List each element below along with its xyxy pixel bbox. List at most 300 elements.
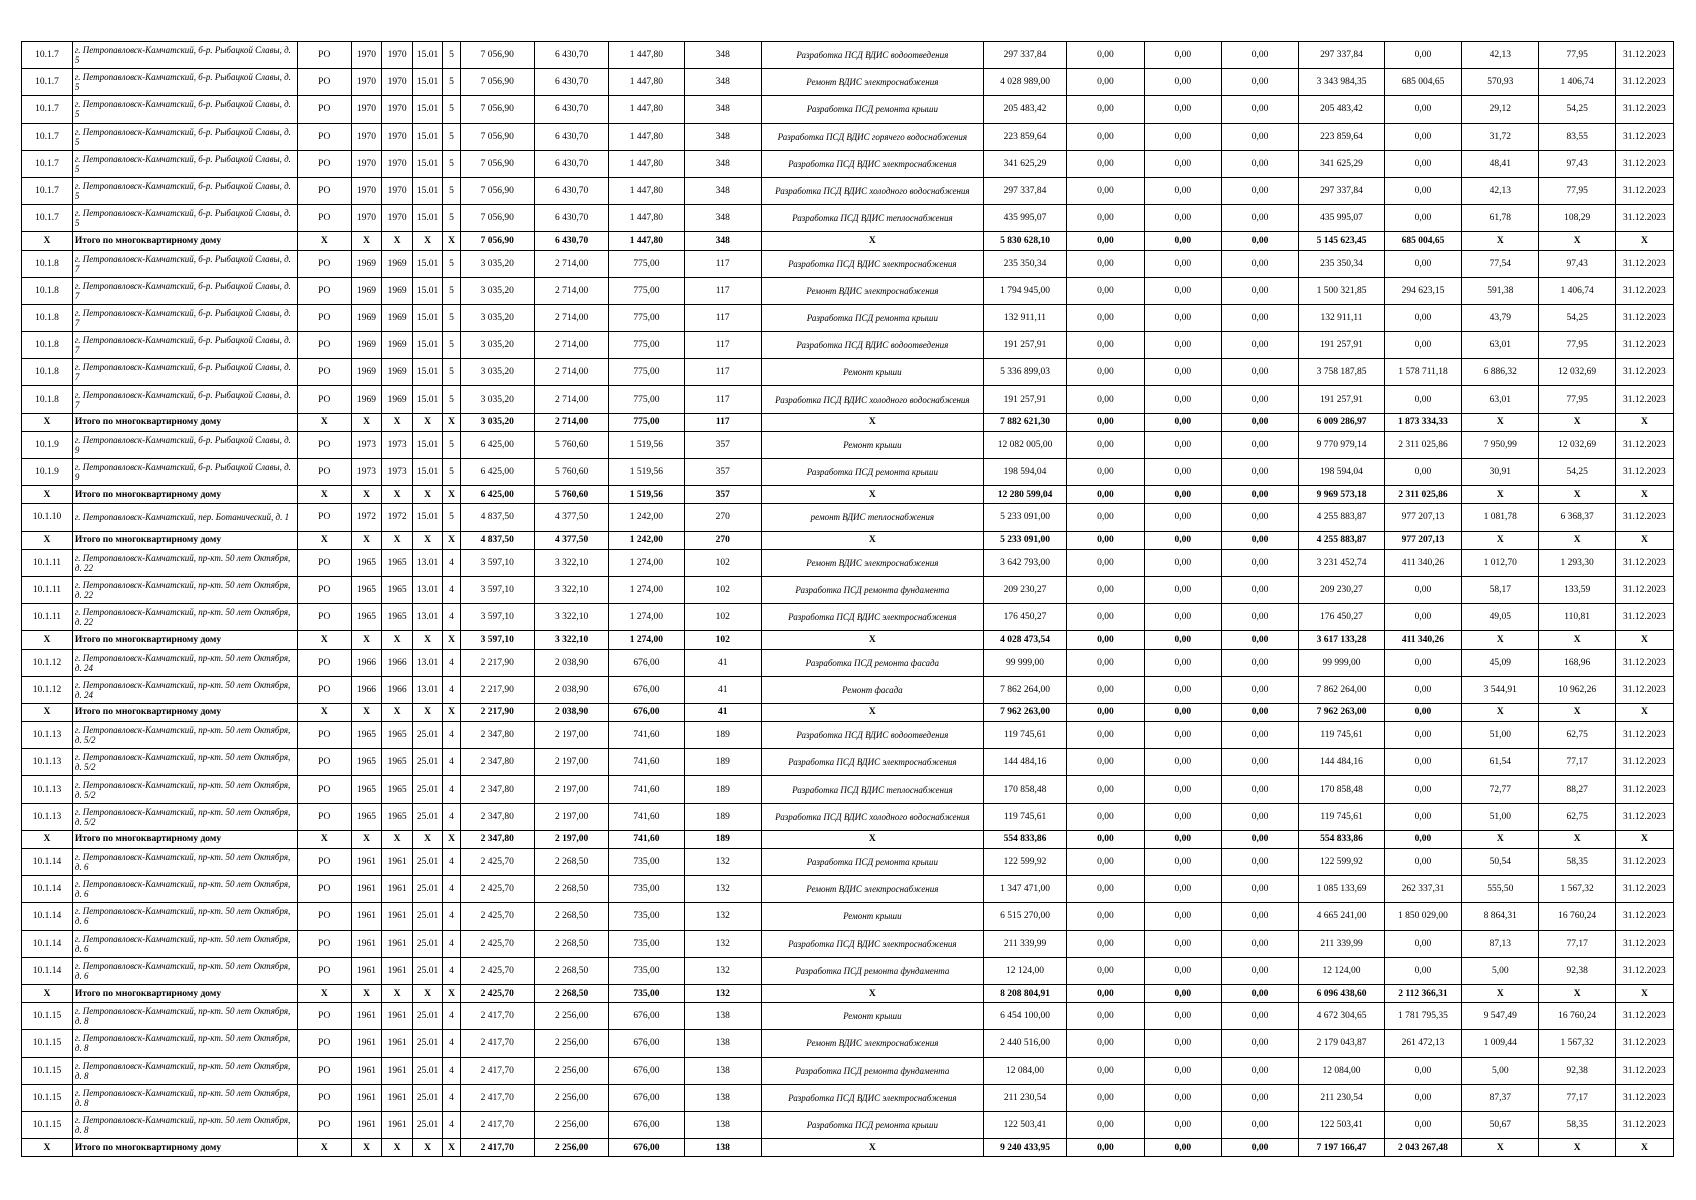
total-cost: 435 995,07 [983,205,1066,232]
x-mark: X [761,830,983,848]
fund-regional: 0,00 [1144,957,1221,984]
floors: 4 [443,549,460,576]
x-mark: X [412,232,443,250]
total-area: 2 425,70 [460,984,534,1002]
year-built: 1969 [351,332,382,359]
deadline: 31.12.2023 [1615,205,1673,232]
total-area: 7 056,90 [460,69,534,96]
total-area: 3 035,20 [460,304,534,331]
max-cost: 16 760,24 [1539,903,1615,930]
living-area: 6 430,70 [534,232,608,250]
fund-other: 0,00 [1384,749,1461,776]
residents: 132 [684,984,761,1002]
living-area: 6 430,70 [534,205,608,232]
x-mark: X [761,703,983,721]
year-commissioned: 1970 [382,150,413,177]
work-type: Разработка ПСД ВДИС электроснабжения [761,1084,983,1111]
fund-municipal: 0,00 [1221,722,1298,749]
fund-other: 0,00 [1384,123,1461,150]
residents: 348 [684,123,761,150]
fund-other: 411 340,26 [1384,549,1461,576]
nonresidential-area: 1 447,80 [609,96,684,123]
total-label: Итого по многоквартирному дому [72,1139,297,1157]
table-row [22,1030,1674,1057]
work-type: Ремонт фасада [761,676,983,703]
x-mark: X [412,1139,443,1157]
fund-municipal: 0,00 [1221,930,1298,957]
work-type: Ремонт крыши [761,903,983,930]
specific-cost: 58,17 [1462,576,1539,603]
x-mark: X [443,531,460,549]
year-commissioned: 1969 [382,359,413,386]
max-cost: 54,25 [1539,459,1615,486]
total-area: 3 597,10 [460,576,534,603]
x-mark: X [297,631,351,649]
table-row [22,150,1674,177]
table-row [22,1057,1674,1084]
table-row [22,504,1674,531]
living-area: 6 430,70 [534,96,608,123]
row-number: 10.1.10 [22,504,73,531]
total-cost: 554 833,86 [983,830,1066,848]
table-row [22,359,1674,386]
year-built: 1970 [351,177,382,204]
year-built: 1970 [351,205,382,232]
specific-cost: 30,91 [1462,459,1539,486]
fund-regional: 0,00 [1144,250,1221,277]
fund-other: 0,00 [1384,150,1461,177]
table-row [22,1111,1674,1138]
organization: РО [297,803,351,830]
specific-cost: 7 950,99 [1462,431,1539,458]
organization: РО [297,150,351,177]
fund-other: 294 623,15 [1384,277,1461,304]
fund-federal: 0,00 [1067,549,1144,576]
fund-municipal: 0,00 [1221,69,1298,96]
residents: 132 [684,930,761,957]
residents: 189 [684,830,761,848]
year-built: 1969 [351,386,382,413]
residents: 102 [684,549,761,576]
living-area: 2 197,00 [534,803,608,830]
fund-municipal: 0,00 [1221,1139,1298,1157]
fund-municipal: 0,00 [1221,1084,1298,1111]
max-cost: 77,95 [1539,177,1615,204]
fund-other: 0,00 [1384,386,1461,413]
nonresidential-area: 775,00 [609,277,684,304]
organization: РО [297,1084,351,1111]
total-area: 7 056,90 [460,205,534,232]
organization: РО [297,722,351,749]
fund-other: 0,00 [1384,849,1461,876]
organization: РО [297,676,351,703]
fund-owners: 235 350,34 [1299,250,1385,277]
floors: 4 [443,1030,460,1057]
residents: 41 [684,703,761,721]
work-type: Разработка ПСД ремонта фундамента [761,576,983,603]
fund-regional: 0,00 [1144,676,1221,703]
x-mark: X [22,486,73,504]
nonresidential-area: 741,60 [609,776,684,803]
building-address: г. Петропавловск-Камчатский, пр-кт. 50 лет Октября, д. 5/2 [72,749,297,776]
x-mark: X [412,486,443,504]
organization: РО [297,957,351,984]
fund-municipal: 0,00 [1221,277,1298,304]
organization: РО [297,504,351,531]
floors: 5 [443,96,460,123]
total-label: Итого по многоквартирному дому [72,830,297,848]
table-row [22,69,1674,96]
floors: 5 [443,123,460,150]
fund-other: 1 578 711,18 [1384,359,1461,386]
deadline: 31.12.2023 [1615,123,1673,150]
work-type: Разработка ПСД ВДИС холодного водоснабжения [761,803,983,830]
fund-owners: 297 337,84 [1299,42,1385,69]
deadline: 31.12.2023 [1615,250,1673,277]
specific-cost: 48,41 [1462,150,1539,177]
x-mark: X [761,413,983,431]
max-cost: 77,17 [1539,1084,1615,1111]
work-type: Ремонт крыши [761,359,983,386]
total-area: 2 417,70 [460,1057,534,1084]
total-cost: 198 594,04 [983,459,1066,486]
building-address: г. Петропавловск-Камчатский, б-р. Рыбацкой Славы, д. 7 [72,304,297,331]
fund-federal: 0,00 [1067,359,1144,386]
living-area: 3 322,10 [534,631,608,649]
total-area: 3 035,20 [460,250,534,277]
fund-federal: 0,00 [1067,250,1144,277]
fund-regional: 0,00 [1144,359,1221,386]
total-row [22,984,1674,1002]
max-cost: 83,55 [1539,123,1615,150]
specific-cost: 50,67 [1462,1111,1539,1138]
wall-type: 25.01 [412,849,443,876]
wall-type: 15.01 [412,150,443,177]
total-cost: 3 642 793,00 [983,549,1066,576]
table-row [22,749,1674,776]
x-mark: X [1462,486,1539,504]
year-commissioned: 1966 [382,649,413,676]
fund-federal: 0,00 [1067,849,1144,876]
work-type: Разработка ПСД ремонта крыши [761,96,983,123]
fund-owners: 209 230,27 [1299,576,1385,603]
x-mark: X [351,631,382,649]
deadline: 31.12.2023 [1615,304,1673,331]
work-type: Разработка ПСД ВДИС электроснабжения [761,150,983,177]
fund-other: 1 873 334,33 [1384,413,1461,431]
living-area: 5 760,60 [534,486,608,504]
year-built: 1961 [351,1030,382,1057]
fund-regional: 0,00 [1144,486,1221,504]
wall-type: 25.01 [412,1003,443,1030]
nonresidential-area: 1 242,00 [609,531,684,549]
fund-regional: 0,00 [1144,531,1221,549]
fund-owners: 191 257,91 [1299,332,1385,359]
x-mark: X [1615,1139,1673,1157]
fund-municipal: 0,00 [1221,803,1298,830]
fund-federal: 0,00 [1067,205,1144,232]
fund-other: 0,00 [1384,1057,1461,1084]
work-type: Разработка ПСД ремонта фундамента [761,957,983,984]
row-number: 10.1.7 [22,96,73,123]
wall-type: 13.01 [412,604,443,631]
fund-owners: 119 745,61 [1299,722,1385,749]
max-cost: 1 567,32 [1539,876,1615,903]
total-area: 3 035,20 [460,413,534,431]
x-mark: X [1615,486,1673,504]
table-row [22,876,1674,903]
total-cost: 205 483,42 [983,96,1066,123]
year-commissioned: 1969 [382,386,413,413]
x-mark: X [351,413,382,431]
fund-federal: 0,00 [1067,803,1144,830]
x-mark: X [1462,631,1539,649]
nonresidential-area: 775,00 [609,332,684,359]
x-mark: X [22,830,73,848]
row-number: 10.1.11 [22,604,73,631]
wall-type: 15.01 [412,459,443,486]
nonresidential-area: 1 447,80 [609,123,684,150]
wall-type: 25.01 [412,1030,443,1057]
fund-municipal: 0,00 [1221,96,1298,123]
living-area: 2 256,00 [534,1084,608,1111]
fund-federal: 0,00 [1067,42,1144,69]
fund-other: 2 311 025,86 [1384,431,1461,458]
year-commissioned: 1969 [382,332,413,359]
fund-municipal: 0,00 [1221,177,1298,204]
work-type: Разработка ПСД ВДИС электроснабжения [761,930,983,957]
table-row [22,803,1674,830]
specific-cost: 87,37 [1462,1084,1539,1111]
total-area: 7 056,90 [460,150,534,177]
max-cost: 54,25 [1539,96,1615,123]
work-type: Разработка ПСД ВДИС теплоснабжения [761,205,983,232]
year-built: 1966 [351,676,382,703]
x-mark: X [761,486,983,504]
residents: 132 [684,849,761,876]
table-row [22,776,1674,803]
fund-federal: 0,00 [1067,486,1144,504]
max-cost: 1 406,74 [1539,69,1615,96]
x-mark: X [412,703,443,721]
year-built: 1969 [351,250,382,277]
organization: РО [297,250,351,277]
residents: 348 [684,69,761,96]
fund-owners: 191 257,91 [1299,386,1385,413]
table-row [22,431,1674,458]
x-mark: X [1539,830,1615,848]
fund-municipal: 0,00 [1221,1003,1298,1030]
row-number: 10.1.12 [22,676,73,703]
max-cost: 110,81 [1539,604,1615,631]
fund-owners: 1 500 321,85 [1299,277,1385,304]
fund-owners: 170 858,48 [1299,776,1385,803]
deadline: 31.12.2023 [1615,504,1673,531]
fund-regional: 0,00 [1144,123,1221,150]
row-number: 10.1.14 [22,849,73,876]
fund-owners: 122 503,41 [1299,1111,1385,1138]
fund-federal: 0,00 [1067,576,1144,603]
work-type: Разработка ПСД ремонта крыши [761,459,983,486]
organization: РО [297,749,351,776]
wall-type: 25.01 [412,876,443,903]
total-cost: 144 484,16 [983,749,1066,776]
fund-owners: 12 124,00 [1299,957,1385,984]
deadline: 31.12.2023 [1615,849,1673,876]
living-area: 2 268,50 [534,957,608,984]
fund-federal: 0,00 [1067,504,1144,531]
max-cost: 1 567,32 [1539,1030,1615,1057]
wall-type: 13.01 [412,576,443,603]
nonresidential-area: 735,00 [609,903,684,930]
nonresidential-area: 1 519,56 [609,486,684,504]
fund-owners: 435 995,07 [1299,205,1385,232]
wall-type: 25.01 [412,803,443,830]
fund-federal: 0,00 [1067,984,1144,1002]
work-type: ремонт ВДИС теплоснабжения [761,504,983,531]
fund-other: 0,00 [1384,957,1461,984]
nonresidential-area: 676,00 [609,1111,684,1138]
year-built: 1961 [351,1003,382,1030]
max-cost: 77,95 [1539,332,1615,359]
year-built: 1961 [351,1111,382,1138]
total-row [22,413,1674,431]
organization: РО [297,359,351,386]
deadline: 31.12.2023 [1615,1111,1673,1138]
nonresidential-area: 1 519,56 [609,459,684,486]
floors: 4 [443,722,460,749]
total-area: 2 425,70 [460,930,534,957]
fund-owners: 119 745,61 [1299,803,1385,830]
fund-owners: 6 096 438,60 [1299,984,1385,1002]
max-cost: 168,96 [1539,649,1615,676]
nonresidential-area: 1 447,80 [609,232,684,250]
fund-federal: 0,00 [1067,1111,1144,1138]
wall-type: 15.01 [412,277,443,304]
fund-other: 0,00 [1384,930,1461,957]
x-mark: X [297,413,351,431]
total-area: 2 347,80 [460,776,534,803]
x-mark: X [22,531,73,549]
work-type: Разработка ПСД ремонта крыши [761,1111,983,1138]
total-label: Итого по многоквартирному дому [72,531,297,549]
organization: РО [297,849,351,876]
specific-cost: 591,38 [1462,277,1539,304]
work-type: Ремонт крыши [761,1003,983,1030]
wall-type: 25.01 [412,776,443,803]
row-number: 10.1.13 [22,803,73,830]
fund-other: 0,00 [1384,459,1461,486]
floors: 5 [443,459,460,486]
nonresidential-area: 735,00 [609,876,684,903]
wall-type: 25.01 [412,930,443,957]
fund-owners: 198 594,04 [1299,459,1385,486]
total-area: 2 417,70 [460,1084,534,1111]
deadline: 31.12.2023 [1615,649,1673,676]
x-mark: X [22,1139,73,1157]
total-area: 2 217,90 [460,649,534,676]
residents: 138 [684,1003,761,1030]
fund-other: 0,00 [1384,177,1461,204]
nonresidential-area: 1 447,80 [609,42,684,69]
row-number: 10.1.13 [22,722,73,749]
organization: РО [297,386,351,413]
fund-municipal: 0,00 [1221,1030,1298,1057]
year-commissioned: 1970 [382,205,413,232]
fund-federal: 0,00 [1067,123,1144,150]
fund-municipal: 0,00 [1221,1111,1298,1138]
fund-federal: 0,00 [1067,930,1144,957]
row-number: 10.1.9 [22,459,73,486]
x-mark: X [1615,631,1673,649]
fund-regional: 0,00 [1144,304,1221,331]
organization: РО [297,177,351,204]
year-commissioned: 1970 [382,177,413,204]
fund-owners: 3 231 452,74 [1299,549,1385,576]
fund-owners: 4 672 304,65 [1299,1003,1385,1030]
x-mark: X [443,232,460,250]
year-built: 1973 [351,431,382,458]
fund-regional: 0,00 [1144,42,1221,69]
residents: 270 [684,531,761,549]
specific-cost: 5,00 [1462,957,1539,984]
residents: 138 [684,1057,761,1084]
floors: 4 [443,1084,460,1111]
x-mark: X [1539,531,1615,549]
fund-federal: 0,00 [1067,722,1144,749]
work-type: Ремонт ВДИС электроснабжения [761,876,983,903]
table-row [22,332,1674,359]
organization: РО [297,576,351,603]
fund-municipal: 0,00 [1221,304,1298,331]
year-built: 1961 [351,903,382,930]
fund-other: 261 472,13 [1384,1030,1461,1057]
organization: РО [297,649,351,676]
floors: 4 [443,930,460,957]
total-area: 6 425,00 [460,459,534,486]
table-row [22,42,1674,69]
x-mark: X [1615,703,1673,721]
fund-federal: 0,00 [1067,69,1144,96]
max-cost: 92,38 [1539,1057,1615,1084]
fund-federal: 0,00 [1067,776,1144,803]
total-cost: 12 124,00 [983,957,1066,984]
year-commissioned: 1965 [382,549,413,576]
wall-type: 15.01 [412,177,443,204]
x-mark: X [1615,830,1673,848]
year-commissioned: 1970 [382,69,413,96]
nonresidential-area: 741,60 [609,803,684,830]
wall-type: 13.01 [412,549,443,576]
living-area: 2 197,00 [534,749,608,776]
fund-owners: 99 999,00 [1299,649,1385,676]
building-address: г. Петропавловск-Камчатский, б-р. Рыбацкой Славы, д. 7 [72,359,297,386]
total-cost: 5 233 091,00 [983,504,1066,531]
total-cost: 7 962 263,00 [983,703,1066,721]
work-type: Разработка ПСД ВДИС холодного водоснабжения [761,386,983,413]
table-row [22,277,1674,304]
nonresidential-area: 1 447,80 [609,150,684,177]
organization: РО [297,205,351,232]
nonresidential-area: 676,00 [609,676,684,703]
row-number: 10.1.15 [22,1030,73,1057]
x-mark: X [297,830,351,848]
organization: РО [297,549,351,576]
fund-municipal: 0,00 [1221,876,1298,903]
specific-cost: 50,54 [1462,849,1539,876]
fund-regional: 0,00 [1144,1003,1221,1030]
specific-cost: 3 544,91 [1462,676,1539,703]
